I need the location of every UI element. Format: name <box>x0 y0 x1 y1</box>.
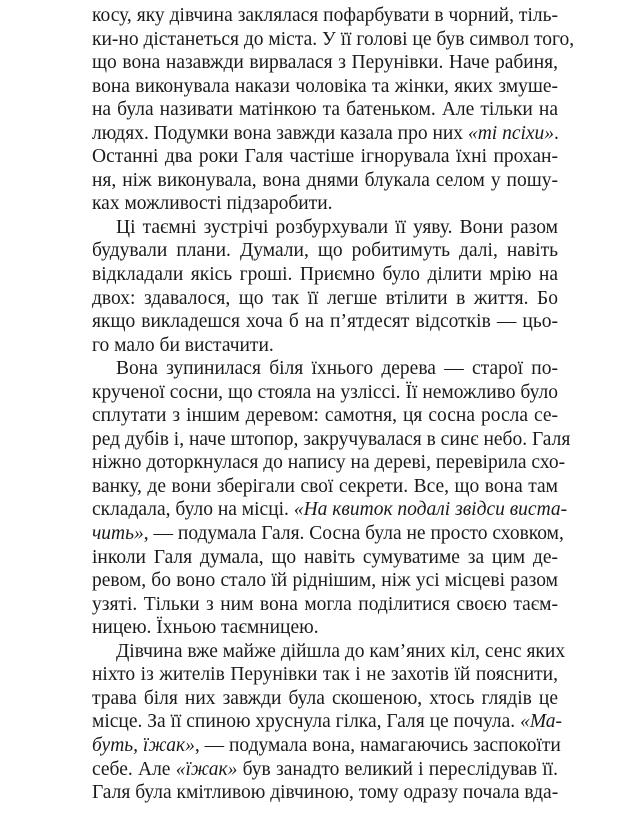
text-segment: ред дубів і, наче штопор, закручувалася в синє небо. Галя <box>92 428 571 450</box>
italic-text: чить» <box>92 523 144 545</box>
text-segment: був занадто великий і переслідував її. <box>237 758 558 780</box>
text-segment: . <box>554 122 559 144</box>
text-line <box>92 734 561 758</box>
text-line <box>92 51 558 75</box>
text-line <box>92 145 558 169</box>
text-line <box>92 522 564 546</box>
text-segment: двох: здавалося, що так її легше втілити в життя. Бо <box>92 287 558 309</box>
text-segment: узяті. Тільки з ним вона могла поділитися своєю таєм- <box>92 593 558 615</box>
text-line <box>92 758 558 782</box>
text-line <box>92 75 558 99</box>
italic-text: «ті псіхи» <box>467 122 555 144</box>
text-segment: відкладали якісь гроші. Приємно було ділити мрію на <box>92 264 558 286</box>
text-line <box>92 216 558 240</box>
text-segment: ках можливості підзаробити. <box>92 193 333 215</box>
text-segment: Вона зупинилася біля їхнього дерева — старої по- <box>116 358 558 380</box>
italic-text: буть, їжак» <box>92 734 195 756</box>
text-segment: ванку, де вони зберігали свої секрети. Все, що вона там <box>92 475 558 497</box>
text-segment: якщо викладешся хоча б на п’ятдесят відсотків — цьо- <box>92 311 558 333</box>
text-line <box>92 98 558 122</box>
text-line <box>92 169 558 193</box>
text-line <box>92 569 558 593</box>
text-segment: ніхто із жителів Перунівки так і не захотів їй пояснити, <box>92 664 558 686</box>
text-segment: Дівчина вже майже дійшла до кам’яних кіл, сенс яких <box>116 640 566 662</box>
text-line <box>92 428 571 452</box>
text-line <box>92 451 566 475</box>
text-segment: Галя була кмітливою дівчиною, тому одразу почала вда- <box>92 782 559 804</box>
text-line <box>92 381 558 405</box>
text-segment: людях. Подумки вона завжди казала про них <box>92 122 468 144</box>
text-line <box>92 687 558 711</box>
text-segment: себе. Але <box>92 758 176 780</box>
text-line <box>92 640 566 664</box>
text-line <box>92 4 558 28</box>
italic-text: «їжак» <box>175 758 238 780</box>
text-segment: сплутати з іншим деревом: самотня, ця сосна росла се- <box>92 405 558 427</box>
text-line <box>92 357 558 381</box>
text-segment: ки-но дістанеться до міста. У її голові це був символ того, <box>92 28 575 50</box>
text-line <box>92 263 558 287</box>
text-segment: що вона назавжди вирвалася з Перунівки. Наче рабиня, <box>92 52 558 74</box>
text-line <box>92 239 558 263</box>
text-segment: косу, яку дівчина заклялася пофарбувати в чорний, тіль- <box>92 5 558 26</box>
text-line <box>92 28 575 52</box>
text-line <box>92 616 558 640</box>
text-line <box>92 663 558 687</box>
text-segment: Останні два роки Галя частіше ігнорувала їхні прохан- <box>92 146 558 168</box>
text-segment: вона виконувала накази чоловіка та жінки, яких змуше- <box>92 75 558 97</box>
text-segment: , — подумала вона, намагаючись заспокоїти <box>194 734 561 756</box>
text-segment: трава біля них завжди була скошеною, хтось глядів це <box>92 687 558 709</box>
text-line <box>92 192 558 216</box>
text-segment: го мало би вистачити. <box>92 334 274 356</box>
text-segment: ніжно доторкнулася до напису на дереві, перевірила схо- <box>92 452 566 474</box>
text-line <box>92 781 558 805</box>
text-segment: місце. За її спиною хруснула гілка, Галя це почула. <box>92 711 521 733</box>
text-line <box>92 122 558 146</box>
text-line <box>92 310 558 334</box>
text-line <box>92 710 563 734</box>
text-line <box>92 404 558 428</box>
text-segment: складала, було на місці. <box>92 499 294 521</box>
text-segment: крученої сосни, що стояла на узліссі. Її неможливо було <box>92 381 558 403</box>
text-line <box>92 546 558 570</box>
text-line <box>92 287 558 311</box>
text-segment: на була називати матінкою та батеньком. Але тільки на <box>92 99 558 121</box>
italic-text: «На квиток подалі звідси виста- <box>293 499 568 521</box>
text-line <box>92 475 558 499</box>
text-segment: , — подумала Галя. Сосна була не просто сховком, <box>143 523 564 545</box>
text-segment: будували плани. Думали, що робитимуть далі, навіть <box>92 240 558 262</box>
text-segment: ревом, бо воно стало їй ріднішим, ніж усі місцеві разом <box>92 570 558 592</box>
text-line <box>92 593 558 617</box>
text-line <box>92 498 568 522</box>
text-segment: ницею. Їхньою таємницею. <box>92 617 319 639</box>
text-segment: ня, ніж виконувала, вона днями блукала селом у пошу- <box>92 169 558 191</box>
book-page-text <box>92 4 575 805</box>
text-segment: Ці таємні зустрічі розбурхували її уяву. Вони разом <box>116 216 558 238</box>
italic-text: «Ма- <box>520 711 563 733</box>
text-line <box>92 334 558 358</box>
text-segment: інколи Галя думала, що навіть сумуватиме за цим де- <box>92 546 558 568</box>
